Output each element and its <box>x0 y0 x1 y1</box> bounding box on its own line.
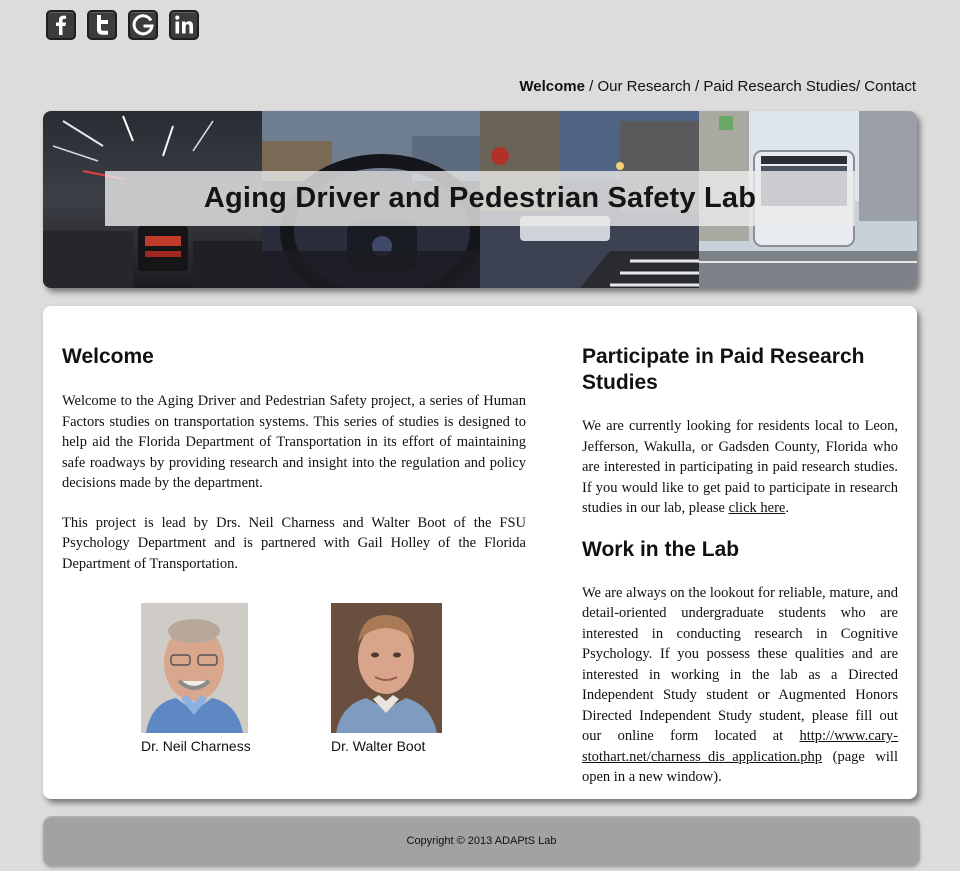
social-links <box>46 10 199 40</box>
main-content <box>43 306 917 799</box>
linkedin-button[interactable] <box>169 10 199 40</box>
google-button[interactable] <box>128 10 158 40</box>
twitter-icon <box>87 10 117 40</box>
twitter-button[interactable] <box>87 10 117 40</box>
nav-our-research[interactable]: Our Research <box>597 78 691 95</box>
welcome-heading: Welcome <box>62 345 154 368</box>
banner-title-box <box>105 171 855 226</box>
participate-text: We are currently looking for residents local to Leon, Jefferson, Wakulla, or Gadsden County, Florida who are interested in participating in paid research studies. If you would like to get paid to participate in research studies in our lab, please <box>582 418 898 516</box>
people-photos <box>122 603 522 763</box>
work-text-end: (page will open in a new window). <box>582 748 898 785</box>
nav-separator: / <box>855 78 865 95</box>
person-name: Dr. Walter Boot <box>331 738 426 754</box>
participate-text-end: . <box>785 500 789 516</box>
copyright-text: Copyright © 2013 ADAPtS Lab <box>406 835 557 847</box>
footer <box>43 816 920 866</box>
right-column <box>582 344 898 806</box>
project-lead-paragraph: This project is lead by Drs. Neil Charness and Walter Boot of the FSU Psychology Department and is partnered with Gail Holley of the Florida Department of Transportation. <box>62 514 526 572</box>
header-banner <box>43 111 917 288</box>
participate-heading: Participate in Paid Research Studies <box>582 345 865 394</box>
work-text: We are always on the lookout for reliable, mature, and detail-oriented undergraduate students who are interested in conducting research in Cognitive Psychology. If you possess these qualities and are interested in working in the lab as a Directed Independent Study student or Augmented Honors Directed Independent Study student, please fill out our online form located at <box>582 584 898 744</box>
person-card-boot <box>331 603 442 754</box>
nav-separator: / <box>690 78 704 95</box>
facebook-button[interactable] <box>46 10 76 40</box>
nav-welcome[interactable]: Welcome <box>519 78 585 95</box>
photo-walter-boot <box>331 603 442 733</box>
main-nav <box>519 78 916 95</box>
application-form-link[interactable]: http://www.cary-stothart.net/charness_dis_application.php <box>582 728 898 765</box>
person-card-charness <box>141 603 251 754</box>
nav-contact[interactable]: Contact <box>864 78 916 95</box>
welcome-section <box>62 344 526 593</box>
click-here-link[interactable]: click here <box>728 500 786 516</box>
linkedin-icon <box>169 10 199 40</box>
photo-neil-charness <box>141 603 248 733</box>
site-title: Aging Driver and Pedestrian Safety Lab <box>203 182 757 214</box>
welcome-paragraph: Welcome to the Aging Driver and Pedestrian Safety project, a series of Human Factors studies on transportation systems. This series of studies is designed to help aid the Florida Department of Transportation in its effort of maintaining safe roadways by providing research and insight into the regulation and policy decisions made by the department. <box>62 393 526 491</box>
work-heading: Work in the Lab <box>582 537 740 561</box>
work-paragraph <box>582 583 898 788</box>
facebook-icon <box>46 10 76 40</box>
google-icon <box>128 10 158 40</box>
participate-paragraph <box>582 416 898 519</box>
nav-paid-research-studies[interactable]: Paid Research Studies <box>703 78 856 95</box>
nav-separator: / <box>584 78 598 95</box>
person-name: Dr. Neil Charness <box>141 738 251 754</box>
